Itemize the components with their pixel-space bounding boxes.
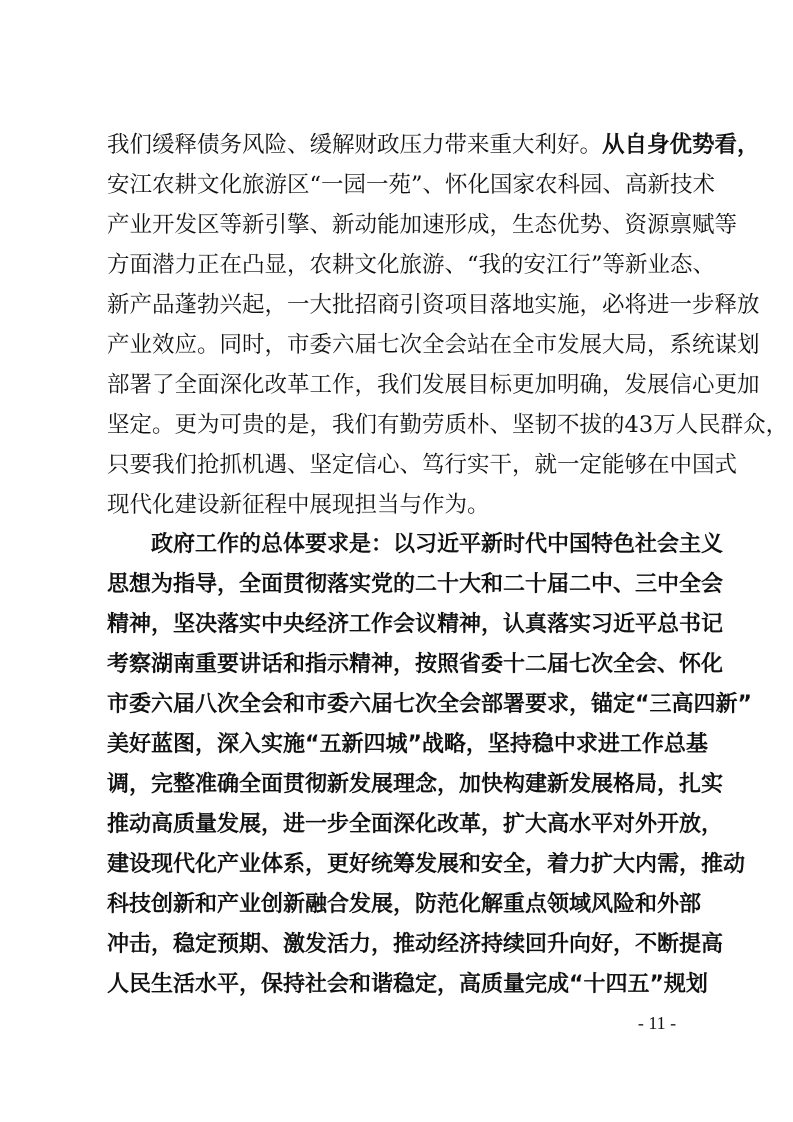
page-number: - 11 -: [637, 1013, 677, 1033]
paragraph-line: 人民生活水平，保持社会和谐稳定，高质量完成“十四五”规划: [107, 972, 708, 997]
paragraph-line: 政府工作的总体要求是：以习近平新时代中国特色社会主义: [151, 532, 724, 557]
paragraph-line: 方面潜力正在凸显，农耕文化旅游、“我的安江行”等新业态、: [107, 252, 716, 278]
paragraph-text: 我们缓释债务风险、缓解财政压力带来重大利好。: [107, 132, 603, 158]
paragraph-line: 冲击，稳定预期、激发活力，推动经济持续回升向好，不断提高: [107, 932, 724, 957]
paragraph-line: 精神，坚决落实中央经济工作会议精神，认真落实习近平总书记: [107, 612, 724, 637]
paragraph-line: 现代化建设新征程中展现担当与作为。: [107, 492, 490, 518]
paragraph-line: 推动高质量发展，进一步全面深化改革，扩大高水平对外开放，: [107, 812, 724, 837]
paragraph-line: 坚定。更为可贵的是，我们有勤劳质朴、坚韧不拔的43万人民群众，: [107, 412, 789, 438]
paragraph-line: 产业开发区等新引擎、新动能加速形成，生态优势、资源禀赋等: [107, 212, 738, 238]
paragraph-line: 新产品蓬勃兴起，一大批招商引资项目落地实施，必将进一步释放: [107, 292, 760, 318]
paragraph-line: 只要我们抢抓机遇、坚定信心、笃行实干，就一定能够在中国式: [107, 452, 738, 478]
paragraph-line: 考察湖南重要讲话和指示精神，按照省委十二届七次全会、怀化: [107, 652, 724, 677]
paragraph-line: 思想为指导，全面贯彻落实党的二十大和二十届二中、三中全会: [107, 572, 724, 597]
paragraph-line: 市委六届八次全会和市委六届七次全会部署要求，锚定“三高四新”: [107, 692, 752, 717]
paragraph-line: 科技创新和产业创新融合发展，防范化解重点领域风险和外部: [107, 892, 702, 917]
paragraph-line: 调，完整准确全面贯彻新发展理念，加快构建新发展格局，扎实: [107, 772, 724, 797]
paragraph-line: 建设现代化产业体系，更好统筹发展和安全，着力扩大内需，推动: [107, 852, 746, 877]
paragraph-line: 部署了全面深化改革工作，我们发展目标更加明确，发展信心更加: [107, 372, 760, 398]
bold-emphasis: 从自身优势看，: [602, 132, 760, 158]
paragraph-line: 美好蓝图，深入实施“五新四城”战略，坚持稳中求进工作总基: [107, 732, 708, 757]
paragraph-line: [107, 125, 760, 165]
paragraph-line: 安江农耕文化旅游区“一园一苑”、怀化国家农科园、高新技术: [107, 172, 716, 198]
paragraph-line: 产业效应。同时，市委六届七次全会站在全市发展大局，系统谋划: [107, 332, 760, 358]
